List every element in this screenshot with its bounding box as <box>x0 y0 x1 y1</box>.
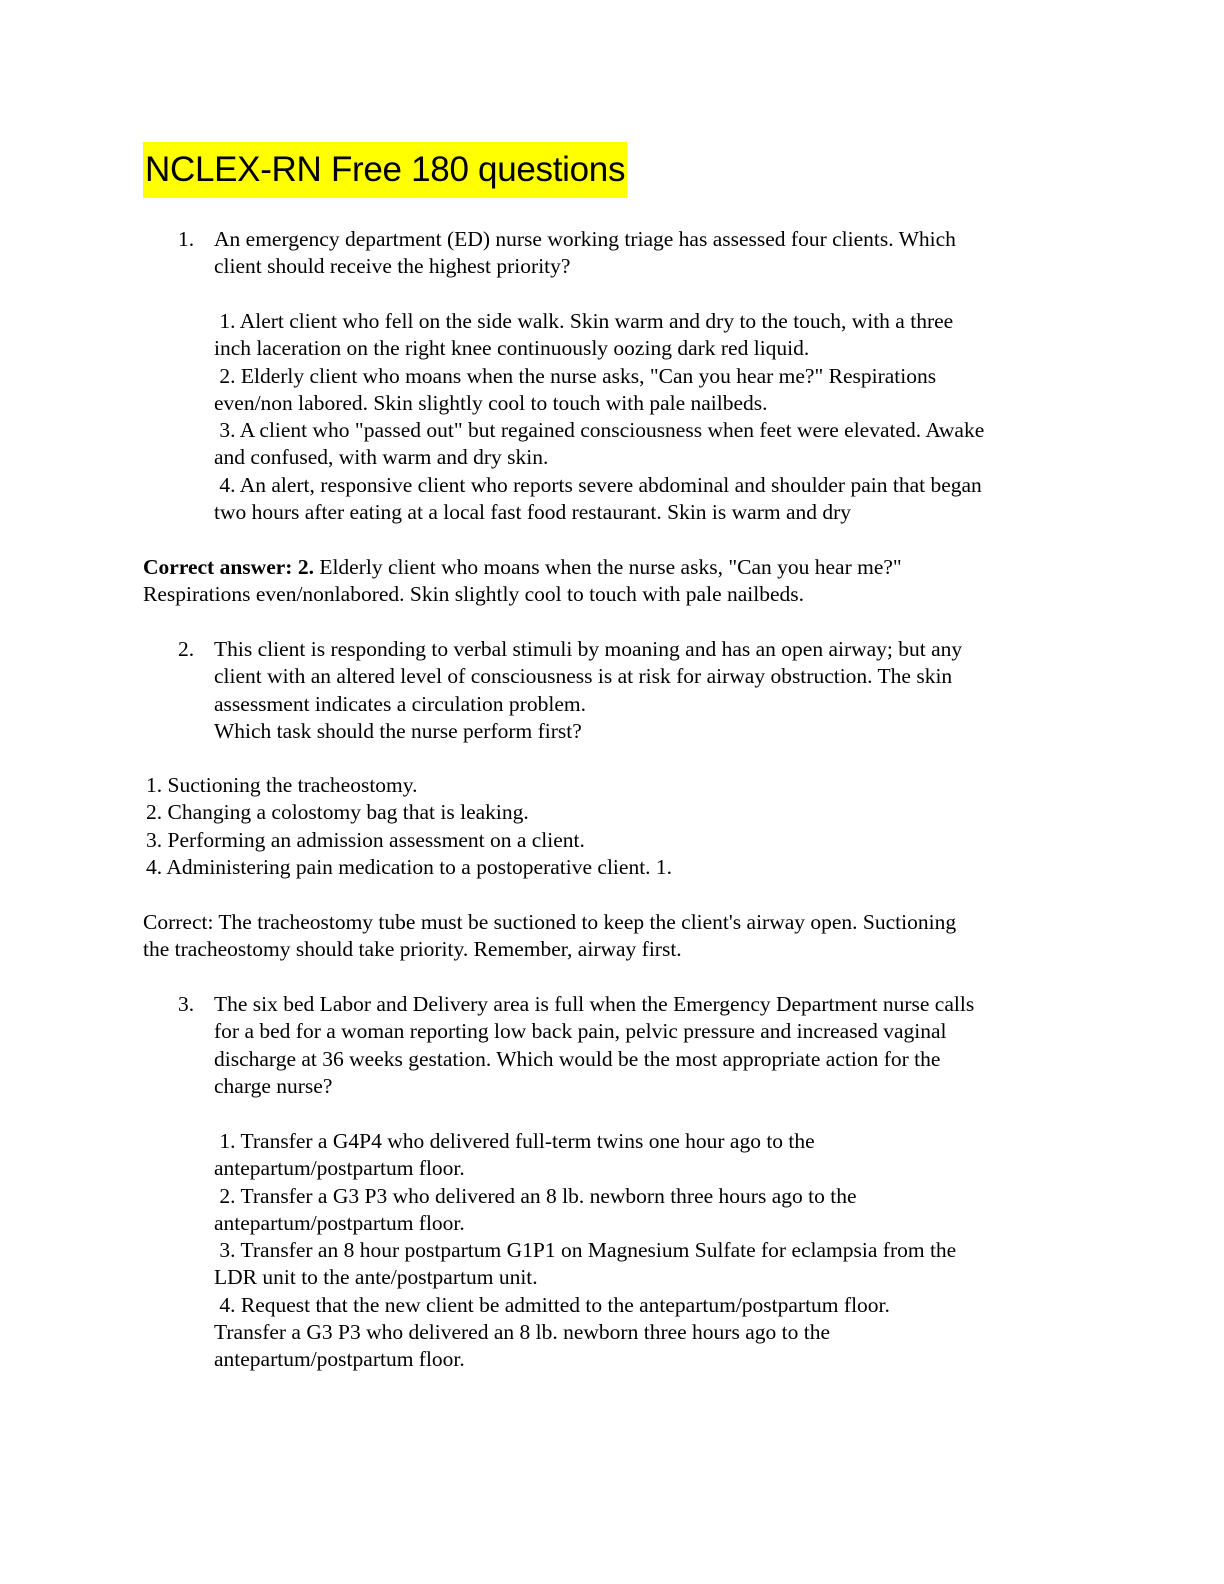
question-2-stem-line: assessment indicates a circulation problem. <box>214 691 586 716</box>
question-2-option-line: 1. Suctioning the tracheostomy. <box>146 773 418 797</box>
question-1-option-line: two hours after eating at a local fast food restaurant. Skin is warm and dry <box>214 500 852 525</box>
question-2-stem-line: Which task should the nurse perform first? <box>214 718 582 743</box>
question-3-option-line: LDR unit to the ante/postpartum unit. <box>214 1265 538 1290</box>
question-3-option-line: antepartum/postpartum floor. <box>214 1347 465 1372</box>
answer-label: Correct answer: 2. <box>143 555 314 579</box>
question-3-option-line: Transfer a G3 P3 who delivered an 8 lb. newborn three hours ago to the <box>214 1320 830 1345</box>
question-3-stem-line: charge nurse? <box>214 1073 333 1098</box>
question-1-option-line: and confused, with warm and dry skin. <box>214 445 549 470</box>
question-1-option-line: even/non labored. Skin slightly cool to touch with pale nailbeds. <box>214 390 768 415</box>
question-3-option-line: antepartum/postpartum floor. <box>214 1156 465 1181</box>
question-1-stem-line: An emergency department (ED) nurse working triage has assessed four clients. Which <box>214 227 956 251</box>
question-3-option-line: 3. Transfer an 8 hour postpartum G1P1 on Magnesium Sulfate for eclampsia from the <box>214 1238 957 1263</box>
question-2-number: 2. <box>178 637 195 661</box>
question-3-options <box>214 1128 956 1374</box>
answer-text: Elderly client who moans when the nurse asks, "Can you hear me?" <box>313 555 902 579</box>
question-2-option-line: 4. Administering pain medication to a postoperative client. 1. <box>146 854 673 879</box>
question-3-stem-line: The six bed Labor and Delivery area is full when the Emergency Department nurse calls <box>214 992 975 1016</box>
question-3-option-line: 1. Transfer a G4P4 who delivered full-term twins one hour ago to the <box>214 1129 815 1153</box>
question-1-option-line: 4. An alert, responsive client who reports severe abdominal and shoulder pain that began <box>214 472 982 497</box>
question-2-answer <box>143 909 956 964</box>
question-2-option-line: 2. Changing a colostomy bag that is leaking. <box>146 800 529 825</box>
question-1-stem-line: client should receive the highest priority? <box>214 254 571 279</box>
question-1-option-line: 3. A client who "passed out" but regained consciousness when feet were elevated. Awake <box>214 418 985 443</box>
question-3-stem <box>214 991 974 1100</box>
answer-text: Respirations even/nonlabored. Skin slightly cool to touch with pale nailbeds. <box>143 582 805 607</box>
question-1-option-line: inch laceration on the right knee continuously oozing dark red liquid. <box>214 336 810 361</box>
question-3-option-line: 4. Request that the new client be admitted to the antepartum/postpartum floor. <box>214 1292 890 1317</box>
question-1-option-line: 1. Alert client who fell on the side walk. Skin warm and dry to the touch, with a three <box>214 309 954 333</box>
question-3-stem-line: discharge at 36 weeks gestation. Which would be the most appropriate action for the <box>214 1046 941 1071</box>
question-3-option-line: antepartum/postpartum floor. <box>214 1210 465 1235</box>
question-1-answer <box>143 554 902 609</box>
question-1-stem <box>214 226 956 281</box>
question-1-number: 1. <box>178 227 195 251</box>
answer-text: Correct: The tracheostomy tube must be suctioned to keep the client's airway open. Suctioning <box>143 910 957 934</box>
question-2-option-line: 3. Performing an admission assessment on a client. <box>146 827 585 852</box>
question-3-number: 3. <box>178 992 195 1016</box>
question-2-options <box>146 772 672 881</box>
question-1-options <box>214 308 984 526</box>
question-2-stem <box>214 636 962 745</box>
question-3-stem-line: for a bed for a woman reporting low back pain, pelvic pressure and increased vaginal <box>214 1019 947 1044</box>
document-title: NCLEX-RN Free 180 questions <box>143 142 627 198</box>
question-3-option-line: 2. Transfer a G3 P3 who delivered an 8 lb. newborn three hours ago to the <box>214 1183 857 1208</box>
question-2-stem-line: client with an altered level of consciousness is at risk for airway obstruction. The skin <box>214 664 953 689</box>
question-2-stem-line: This client is responding to verbal stimuli by moaning and has an open airway; but any <box>214 637 963 661</box>
answer-text: the tracheostomy should take priority. Remember, airway first. <box>143 937 682 962</box>
question-1-option-line: 2. Elderly client who moans when the nurse asks, "Can you hear me?" Respirations <box>214 363 937 388</box>
